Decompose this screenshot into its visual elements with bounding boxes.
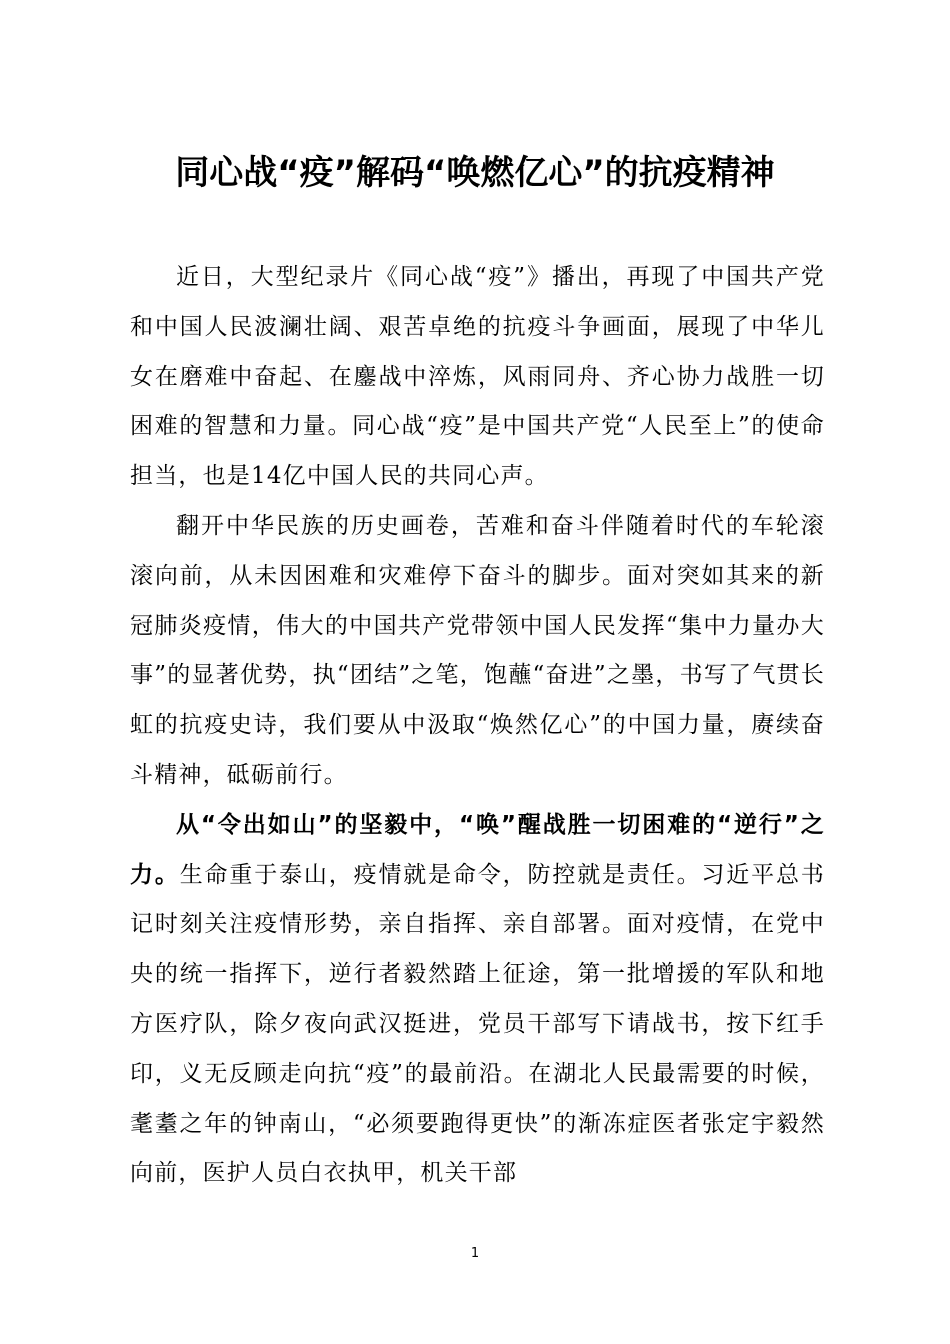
paragraph-3 <box>130 801 825 1199</box>
paragraph-3-text: 生命重于泰山，疫情就是命令，防控就是责任。习近平总书记时刻关注疫情形势，亲自指挥、亲自部署。面对疫情，在党中央的统一指挥下，逆行者毅然踏上征途，第一批增援的军队和地方医疗队，除夕夜向武汉挺进，党员干部写下请战书，按下红手印，义无反顾走向抗“疫”的最前沿。在湖北人民最需要的时候，耄耋之年的钟南山，“必须要跑得更快”的渐冻症医者张定宇毅然向前，医护人员白衣执甲，机关干部 <box>130 861 826 1187</box>
document-title: 同心战“疫”解码“唤燃亿心”的抗疫精神 <box>175 153 775 193</box>
paragraph-2-text: 翻开中华民族的历史画卷，苦难和奋斗伴随着时代的车轮滚滚向前，从未因困难和灾难停下奋斗的脚步。面对突如其来的新冠肺炎疫情，伟大的中国共产党带领中国人民发挥“集中力量办大事”的显著优势，执“团结”之笔，饱蘸“奋进”之墨，书写了气贯长虹的抗疫史诗，我们要从中汲取“焕然亿心”的中国力量，赓续奋斗精神，砥砺前行。 <box>130 512 825 788</box>
page-number: 1 <box>470 1246 480 1261</box>
paragraph-2 <box>130 502 825 801</box>
document-body <box>130 253 825 1199</box>
paragraph-1 <box>130 253 825 502</box>
paragraph-3-lead: 从“令出如山”的坚毅中，“唤”醒战胜一切困难的“逆行”之力。 <box>130 811 825 888</box>
paragraph-1-text: 近日，大型纪录片《同心战“疫”》播出，再现了中国共产党和中国人民波澜壮阔、艰苦卓绝的抗疫斗争画面，展现了中华儿女在磨难中奋起、在鏖战中淬炼，风雨同舟、齐心协力战胜一切困难的智慧和力量。同心战“疫”是中国共产党“人民至上”的使命担当，也是14亿中国人民的共同心声。 <box>130 264 825 490</box>
